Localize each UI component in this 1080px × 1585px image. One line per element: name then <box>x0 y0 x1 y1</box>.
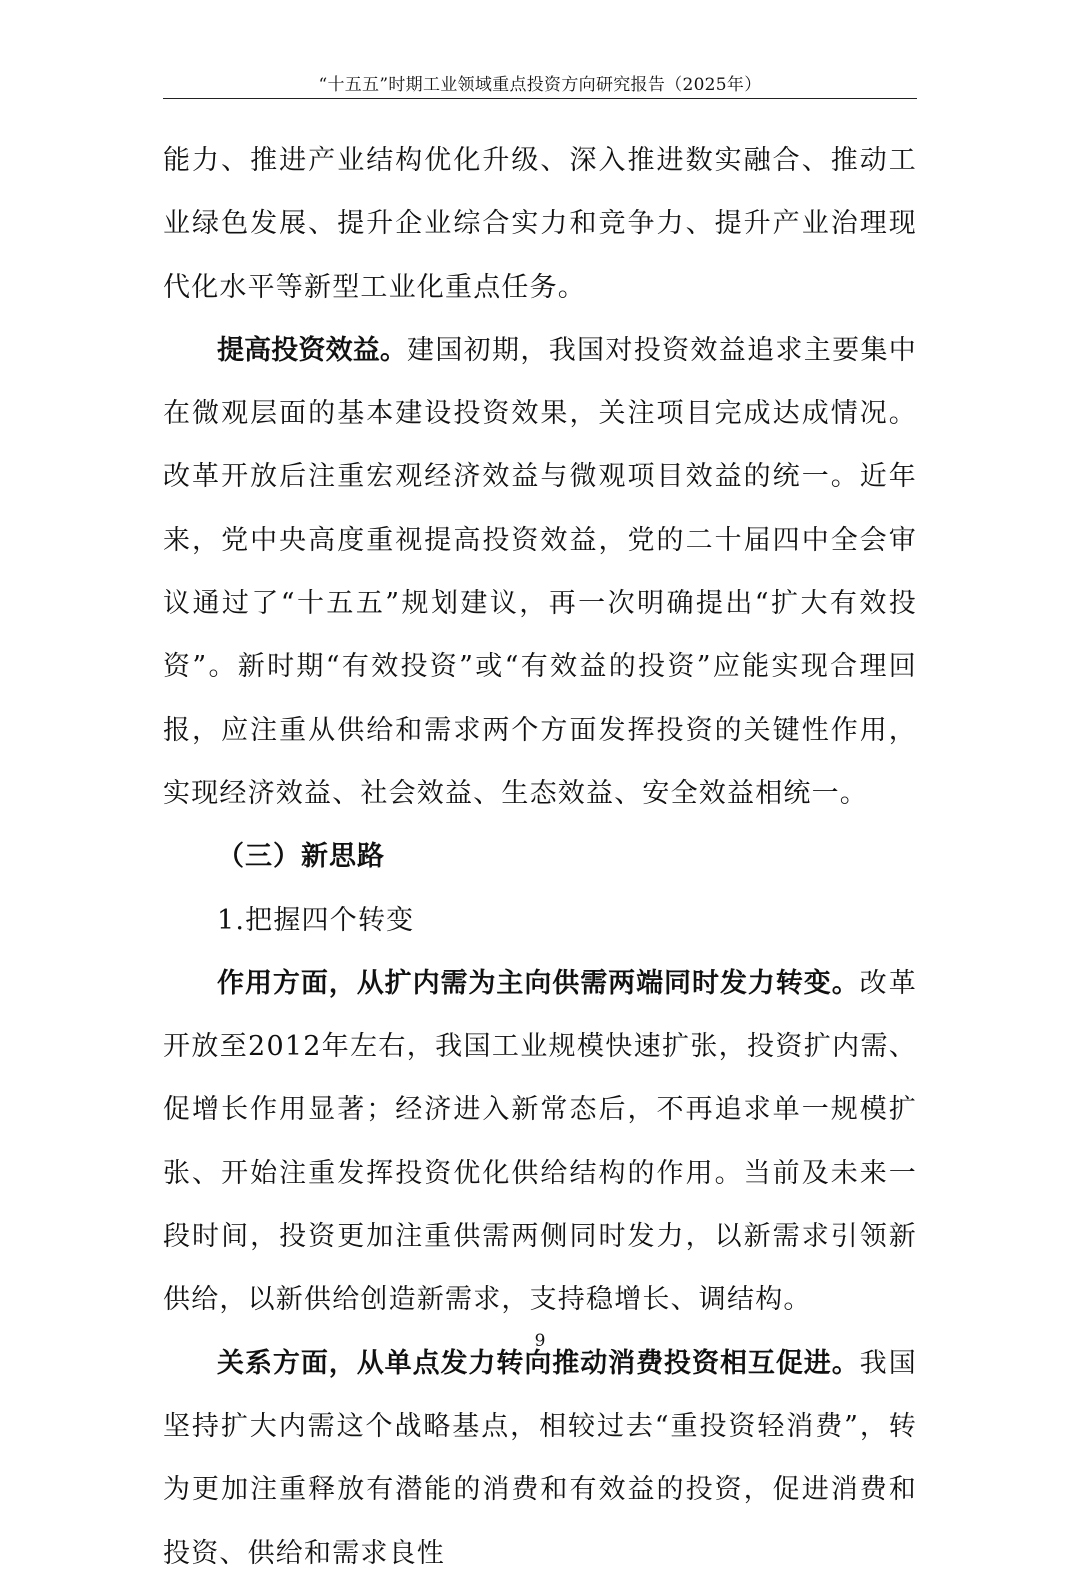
paragraph-text: 建国初期，我国对投资效益追求主要集中在微观层面的基本建设投资效果，关注项目完成达成情况。改革开放后注重宏观经济效益与微观项目效益的统一。近年来，党中央高度重视提高投资效益，党的二十届四中全会审议通过了“十五五”规划建议，再一次明确提出“扩大有效投资”。新时期“有效投资”或“有效益的投资”应能实现合理回报，应注重从供给和需求两个方面发挥投资的关键性作用，实现经济效益、社会效益、生态效益、安全效益相统一。 <box>163 334 918 809</box>
paragraph-text: 我国坚持扩大内需这个战略基点，相较过去“重投资轻消费”，转为更加注重释放有潜能的消费和有效益的投资，促进消费和投资、供给和需求良性 <box>163 1347 917 1569</box>
paragraph-lead: 关系方面，从单点发力转向推动消费投资相互促进。 <box>217 1347 860 1379</box>
paragraph-text: 能力、推进产业结构优化升级、深入推进数实融合、推动工业绿色发展、提升企业综合实力和竞争力、提升产业治理现代化水平等新型工业化重点任务。 <box>163 145 917 303</box>
paragraph-continued <box>163 129 917 319</box>
header-rule <box>163 98 917 99</box>
paragraph-role-shift <box>163 952 917 1332</box>
paragraph-relationship-shift <box>163 1332 917 1585</box>
paragraph-investment-returns <box>163 319 917 825</box>
document-body <box>163 129 917 1585</box>
running-header: “十五五”时期工业领域重点投资方向研究报告（2025年） <box>318 75 762 95</box>
paragraph-text: 改革开放至2012年左右，我国工业规模快速扩张，投资扩内需、促增长作用显著；经济进入新常态后，不再追求单一规模扩张、开始注重发挥投资优化供给结构的作用。当前及未来一段时间，投资更加注重供需两侧同时发力，以新需求引领新供给，以新供给创造新需求，支持稳增长、调结构。 <box>163 967 917 1316</box>
paragraph-lead: 作用方面，从扩内需为主向供需两端同时发力转变。 <box>217 967 860 999</box>
page-number: 9 <box>534 1331 546 1351</box>
subsection-heading: 1.把握四个转变 <box>217 904 415 936</box>
section-heading: （三）新思路 <box>217 841 385 873</box>
paragraph-lead: 提高投资效益。 <box>217 334 407 366</box>
